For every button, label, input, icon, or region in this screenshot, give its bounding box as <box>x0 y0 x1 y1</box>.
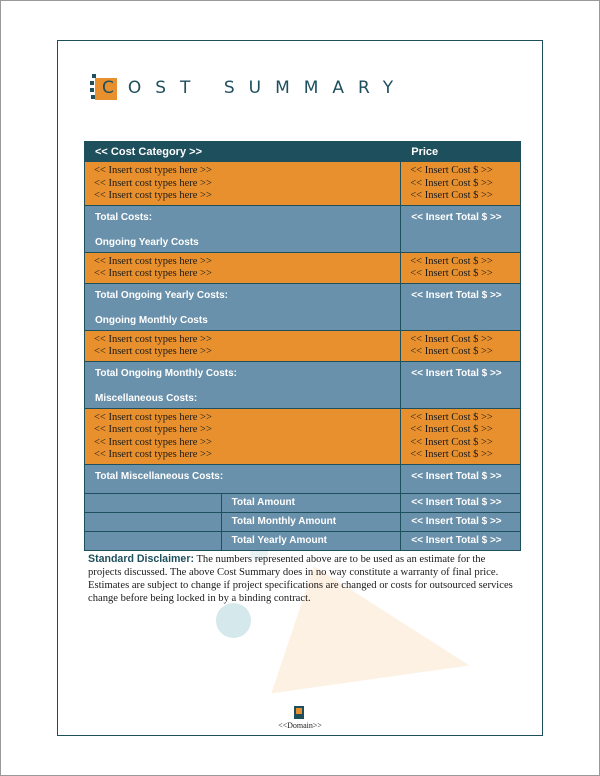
total-label-cell <box>85 361 401 408</box>
cost-type-item: << Insert cost types here >> <box>94 255 212 267</box>
total-label-cell <box>85 283 401 330</box>
total-value: << Insert Total $ >> <box>401 464 521 493</box>
page-title: COST SUMMARY <box>102 78 408 98</box>
cost-type-item: << Insert cost types here >> <box>94 449 212 460</box>
cost-type-item: << Insert cost types here >> <box>94 165 212 176</box>
cost-price-item: << Insert Cost $ >> <box>410 255 493 267</box>
summary-spacer <box>85 493 222 512</box>
total-row <box>85 283 521 330</box>
cost-items-row <box>85 252 521 283</box>
total-value: << Insert Total $ >> <box>401 361 521 408</box>
cost-price-item: << Insert Cost $ >> <box>410 346 493 357</box>
total-label-cell <box>85 464 401 493</box>
table-header <box>85 142 521 162</box>
cost-price-item: << Insert Cost $ >> <box>410 268 493 279</box>
summary-spacer <box>85 512 222 531</box>
summary-spacer <box>85 531 222 550</box>
total-row <box>85 205 521 252</box>
cost-price-cell <box>401 252 521 283</box>
cost-price-item: << Insert Cost $ >> <box>410 177 493 189</box>
cost-price-cell <box>401 162 521 206</box>
cost-items-row <box>85 330 521 361</box>
header-cost-category: << Cost Category >> <box>85 142 401 162</box>
total-row <box>85 361 521 408</box>
summary-row <box>85 493 521 512</box>
decorative-circle <box>216 603 251 638</box>
cost-items-row <box>85 162 521 206</box>
summary-value: << Insert Total $ >> <box>401 531 521 550</box>
cost-type-cell <box>85 252 401 283</box>
summary-row <box>85 531 521 550</box>
summary-value: << Insert Total $ >> <box>401 512 521 531</box>
cost-price-item: << Insert Cost $ >> <box>410 424 493 435</box>
cost-type-item: << Insert cost types here >> <box>94 190 212 201</box>
section-heading: Ongoing Monthly Costs <box>95 314 208 326</box>
cost-type-cell <box>85 330 401 361</box>
total-label: Total Ongoing Monthly Costs: <box>95 367 238 379</box>
cost-type-cell <box>85 408 401 464</box>
total-label: Total Ongoing Yearly Costs: <box>95 289 228 301</box>
section-heading: Miscellaneous Costs: <box>95 392 198 404</box>
summary-label: Total Yearly Amount <box>221 531 401 550</box>
total-row <box>85 464 521 493</box>
total-label: Total Costs: <box>95 211 153 223</box>
summary-label: Total Amount <box>221 493 401 512</box>
cost-type-item: << Insert cost types here >> <box>94 346 212 357</box>
cost-price-item: << Insert Cost $ >> <box>410 449 493 460</box>
cost-price-item: << Insert Cost $ >> <box>410 411 493 423</box>
cost-type-cell <box>85 162 401 206</box>
summary-row <box>85 512 521 531</box>
cost-items-row <box>85 408 521 464</box>
cost-type-item: << Insert cost types here >> <box>94 177 212 189</box>
cost-type-item: << Insert cost types here >> <box>94 411 212 423</box>
cost-type-item: << Insert cost types here >> <box>94 333 212 345</box>
cost-type-item: << Insert cost types here >> <box>94 268 212 279</box>
total-value: << Insert Total $ >> <box>401 205 521 252</box>
section-heading: Ongoing Yearly Costs <box>95 236 199 248</box>
footer-logo-icon <box>294 706 304 719</box>
cost-price-item: << Insert Cost $ >> <box>410 436 493 448</box>
cost-type-item: << Insert cost types here >> <box>94 424 212 435</box>
disclaimer-text: The numbers represented above are to be used as an estimate for the projects discussed. The above Cost Summary does in no way constitute a warranty of final price. Estimates are subject to change if project specifications are changed or costs for outsourced services change before being locked in by a binding contract. <box>88 554 513 604</box>
disclaimer-label: Standard Disclaimer: <box>88 553 194 565</box>
cost-price-cell <box>401 408 521 464</box>
cost-price-item: << Insert Cost $ >> <box>410 333 493 345</box>
footer-domain: <<Domain>> <box>278 721 322 730</box>
cost-type-item: << Insert cost types here >> <box>94 436 212 448</box>
cost-table <box>84 141 521 551</box>
total-label: Total Miscellaneous Costs: <box>95 470 224 482</box>
total-label-cell <box>85 205 401 252</box>
cost-price-item: << Insert Cost $ >> <box>410 190 493 201</box>
cost-price-cell <box>401 330 521 361</box>
total-value: << Insert Total $ >> <box>401 283 521 330</box>
disclaimer <box>88 553 516 605</box>
cost-price-item: << Insert Cost $ >> <box>410 165 493 176</box>
summary-value: << Insert Total $ >> <box>401 493 521 512</box>
header-price: Price <box>401 142 521 162</box>
summary-label: Total Monthly Amount <box>221 512 401 531</box>
